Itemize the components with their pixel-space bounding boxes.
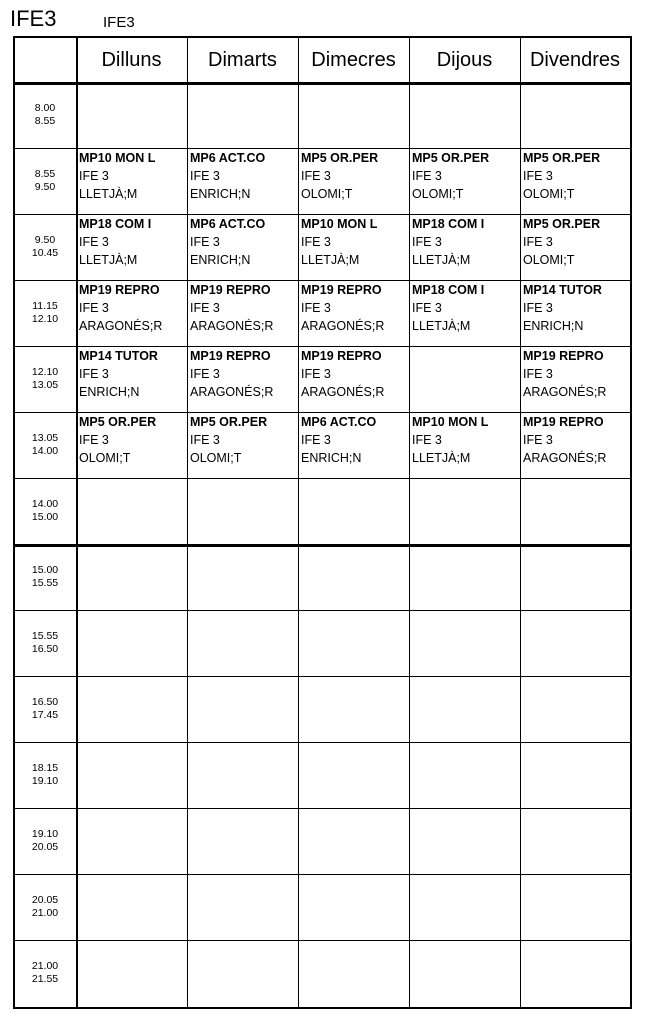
- schedule-cell[interactable]: [299, 941, 409, 1004]
- time-end: 20.05: [31, 841, 59, 853]
- class-group: IFE 3: [412, 235, 442, 249]
- schedule-cell[interactable]: [299, 215, 409, 278]
- time-slot-label: [15, 82, 75, 148]
- class-group: IFE 3: [301, 169, 331, 183]
- class-subject: MP14 TUTOR: [523, 283, 602, 297]
- schedule-cell[interactable]: [299, 809, 409, 872]
- class-subject: MP19 REPRO: [79, 283, 160, 297]
- schedule-cell[interactable]: [299, 545, 409, 608]
- class-subject: MP10 MON L: [412, 415, 489, 429]
- class-subject: MP6 ACT.CO: [301, 415, 377, 429]
- class-teacher: ARAGONÉS;R: [523, 451, 607, 465]
- schedule-cell[interactable]: [521, 677, 630, 740]
- schedule-cell[interactable]: [77, 677, 187, 740]
- page-title: IFE3: [10, 6, 57, 31]
- schedule-cell[interactable]: [410, 149, 520, 212]
- schedule-cell[interactable]: [188, 809, 298, 872]
- time-end: 17.45: [31, 709, 59, 721]
- schedule-cell[interactable]: [410, 83, 520, 146]
- time-slot-label: [15, 478, 75, 544]
- class-subject: MP5 OR.PER: [523, 151, 601, 165]
- time-slot-label: [15, 610, 75, 676]
- time-slot-label: [15, 940, 75, 1006]
- schedule-cell[interactable]: [299, 149, 409, 212]
- day-header: Dimarts: [208, 48, 277, 71]
- time-slot-label: [15, 148, 75, 214]
- class-teacher: ARAGONÉS;R: [301, 319, 385, 333]
- class-group: IFE 3: [79, 235, 109, 249]
- schedule-cell[interactable]: [188, 149, 298, 212]
- class-subject: MP19 REPRO: [190, 349, 271, 363]
- schedule-cell[interactable]: [410, 215, 520, 278]
- schedule-cell[interactable]: [410, 479, 520, 542]
- schedule-cell[interactable]: [299, 875, 409, 938]
- schedule-cell[interactable]: [410, 941, 520, 1004]
- class-teacher: ENRICH;N: [523, 319, 584, 333]
- class-teacher: OLOMI;T: [523, 187, 575, 201]
- class-group: IFE 3: [412, 433, 442, 447]
- time-slot-label: [15, 676, 75, 742]
- class-subject: MP19 REPRO: [190, 283, 271, 297]
- day-header: Dilluns: [101, 48, 162, 71]
- time-start: 18.15: [31, 762, 59, 774]
- class-subject: MP6 ACT.CO: [190, 217, 266, 231]
- schedule-cell[interactable]: [410, 875, 520, 938]
- time-end: 21.55: [31, 973, 59, 985]
- class-subject: MP10 MON L: [301, 217, 378, 231]
- time-start: 20.05: [31, 894, 59, 906]
- schedule-cell[interactable]: [521, 545, 630, 608]
- class-teacher: LLETJÀ;M: [412, 451, 471, 465]
- schedule-cell[interactable]: [188, 281, 298, 344]
- time-slot-label: [15, 280, 75, 346]
- schedule-cell[interactable]: [521, 281, 630, 344]
- schedule-cell[interactable]: [410, 809, 520, 872]
- time-end: 19.10: [31, 775, 59, 787]
- class-group: IFE 3: [523, 433, 553, 447]
- schedule-cell[interactable]: [188, 83, 298, 146]
- class-group: IFE 3: [79, 169, 109, 183]
- class-group: IFE 3: [190, 301, 220, 315]
- schedule-cell[interactable]: [521, 215, 630, 278]
- schedule-cell[interactable]: [521, 83, 630, 146]
- schedule-cell[interactable]: [410, 281, 520, 344]
- class-subject: MP19 REPRO: [523, 349, 604, 363]
- time-end: 14.00: [31, 445, 59, 457]
- schedule-cell[interactable]: [77, 347, 187, 410]
- class-teacher: LLETJÀ;M: [79, 187, 138, 201]
- class-group: IFE 3: [301, 235, 331, 249]
- class-teacher: LLETJÀ;M: [412, 253, 471, 267]
- time-slot-label: [15, 214, 75, 280]
- schedule-cell[interactable]: [521, 413, 630, 476]
- time-start: 13.05: [31, 432, 59, 444]
- time-start: 8.55: [34, 168, 56, 180]
- time-start: 14.00: [31, 498, 59, 510]
- class-subject: MP18 COM I: [412, 217, 485, 231]
- class-group: IFE 3: [301, 367, 331, 381]
- schedule-cell[interactable]: [299, 743, 409, 806]
- class-group: IFE 3: [301, 301, 331, 315]
- class-subject: MP19 REPRO: [523, 415, 604, 429]
- class-teacher: OLOMI;T: [301, 187, 353, 201]
- time-end: 16.50: [31, 643, 59, 655]
- schedule-cell[interactable]: [77, 875, 187, 938]
- class-subject: MP5 OR.PER: [301, 151, 379, 165]
- schedule-cell[interactable]: [299, 611, 409, 674]
- class-group: IFE 3: [301, 433, 331, 447]
- class-group: IFE 3: [412, 169, 442, 183]
- schedule-cell[interactable]: [299, 479, 409, 542]
- schedule-cell[interactable]: [521, 743, 630, 806]
- schedule-cell[interactable]: [77, 545, 187, 608]
- time-start: 11.15: [32, 300, 58, 312]
- time-end: 15.55: [31, 577, 59, 589]
- class-group: IFE 3: [412, 301, 442, 315]
- time-end: 21.00: [31, 907, 59, 919]
- class-group: IFE 3: [190, 235, 220, 249]
- class-group: IFE 3: [190, 433, 220, 447]
- time-start: 16.50: [31, 696, 59, 708]
- schedule-cell[interactable]: [299, 413, 409, 476]
- time-end: 12.10: [31, 313, 59, 325]
- schedule-cell[interactable]: [77, 611, 187, 674]
- schedule-cell[interactable]: [521, 149, 630, 212]
- time-slot-label: [15, 742, 75, 808]
- schedule-cell[interactable]: [410, 347, 520, 410]
- time-start: 15.00: [31, 564, 59, 576]
- time-start: 21.00: [31, 960, 59, 972]
- class-teacher: ARAGONÉS;R: [190, 319, 274, 333]
- class-teacher: ARAGONÉS;R: [301, 385, 385, 399]
- class-subject: MP5 OR.PER: [412, 151, 490, 165]
- schedule-cell[interactable]: [521, 875, 630, 938]
- schedule-cell[interactable]: [77, 941, 187, 1004]
- class-subject: MP5 OR.PER: [79, 415, 157, 429]
- day-header: Divendres: [529, 48, 621, 71]
- schedule-cell[interactable]: [299, 347, 409, 410]
- class-subject: MP19 REPRO: [301, 349, 382, 363]
- schedule-cell[interactable]: [299, 83, 409, 146]
- class-teacher: ENRICH;N: [190, 253, 251, 267]
- time-end: 9.50: [34, 181, 56, 193]
- schedule-cell[interactable]: [188, 875, 298, 938]
- day-header: Dimecres: [311, 48, 396, 71]
- schedule-cell[interactable]: [521, 479, 630, 542]
- schedule-cell[interactable]: [410, 545, 520, 608]
- class-group: IFE 3: [523, 367, 553, 381]
- schedule-cell[interactable]: [299, 281, 409, 344]
- schedule-cell[interactable]: [521, 809, 630, 872]
- class-group: IFE 3: [523, 301, 553, 315]
- time-start: 12.10: [31, 366, 59, 378]
- class-teacher: ENRICH;N: [301, 451, 362, 465]
- schedule-cell[interactable]: [521, 611, 630, 674]
- class-teacher: OLOMI;T: [79, 451, 131, 465]
- time-slot-label: [15, 544, 75, 610]
- class-group: IFE 3: [523, 235, 553, 249]
- class-subject: MP10 MON L: [79, 151, 156, 165]
- class-teacher: ARAGONÉS;R: [79, 319, 163, 333]
- class-teacher: ENRICH;N: [79, 385, 140, 399]
- time-slot-label: [15, 874, 75, 940]
- class-teacher: ARAGONÉS;R: [523, 385, 607, 399]
- class-teacher: LLETJÀ;M: [301, 253, 360, 267]
- class-group: IFE 3: [79, 433, 109, 447]
- class-group: IFE 3: [79, 367, 109, 381]
- time-end: 10.45: [31, 247, 59, 259]
- schedule-cell[interactable]: [188, 941, 298, 1004]
- schedule-cell[interactable]: [77, 215, 187, 278]
- schedule-cell[interactable]: [188, 677, 298, 740]
- class-teacher: ARAGONÉS;R: [190, 385, 274, 399]
- class-group: IFE 3: [190, 169, 220, 183]
- class-subject: MP18 COM I: [79, 217, 152, 231]
- schedule-cell[interactable]: [77, 479, 187, 542]
- class-teacher: OLOMI;T: [412, 187, 464, 201]
- time-end: 8.55: [34, 115, 56, 127]
- class-subject: MP18 COM I: [412, 283, 485, 297]
- class-group: IFE 3: [190, 367, 220, 381]
- time-slot-label: [15, 346, 75, 412]
- timetable-grid: [13, 36, 632, 1009]
- schedule-cell[interactable]: [521, 347, 630, 410]
- class-subject: MP6 ACT.CO: [190, 151, 266, 165]
- time-start: 15.55: [31, 630, 59, 642]
- schedule-cell[interactable]: [188, 215, 298, 278]
- schedule-cell[interactable]: [188, 611, 298, 674]
- day-header: Dijous: [436, 48, 493, 71]
- time-slot-label: [15, 808, 75, 874]
- page-subtitle: IFE3: [103, 14, 135, 31]
- class-teacher: OLOMI;T: [523, 253, 575, 267]
- class-subject: MP5 OR.PER: [190, 415, 268, 429]
- schedule-cell[interactable]: [410, 611, 520, 674]
- time-start: 19.10: [31, 828, 59, 840]
- time-end: 13.05: [31, 379, 59, 391]
- schedule-cell[interactable]: [299, 677, 409, 740]
- schedule-cell[interactable]: [188, 545, 298, 608]
- time-start: 8.00: [34, 102, 56, 114]
- class-teacher: OLOMI;T: [190, 451, 242, 465]
- class-subject: MP19 REPRO: [301, 283, 382, 297]
- time-end: 15.00: [31, 511, 59, 523]
- schedule-cell[interactable]: [188, 479, 298, 542]
- class-teacher: LLETJÀ;M: [412, 319, 471, 333]
- class-teacher: LLETJÀ;M: [79, 253, 138, 267]
- class-subject: MP5 OR.PER: [523, 217, 601, 231]
- schedule-cell[interactable]: [410, 743, 520, 806]
- schedule-cell[interactable]: [77, 149, 187, 212]
- time-start: 9.50: [34, 234, 56, 246]
- schedule-cell[interactable]: [77, 809, 187, 872]
- schedule-cell[interactable]: [410, 413, 520, 476]
- schedule-cell[interactable]: [188, 743, 298, 806]
- schedule-cell[interactable]: [77, 281, 187, 344]
- schedule-cell[interactable]: [77, 413, 187, 476]
- time-slot-label: [15, 412, 75, 478]
- class-teacher: ENRICH;N: [190, 187, 251, 201]
- schedule-cell[interactable]: [77, 83, 187, 146]
- class-group: IFE 3: [523, 169, 553, 183]
- class-group: IFE 3: [79, 301, 109, 315]
- class-subject: MP14 TUTOR: [79, 349, 158, 363]
- schedule-cell[interactable]: [410, 677, 520, 740]
- schedule-cell[interactable]: [521, 941, 630, 1004]
- schedule-cell[interactable]: [77, 743, 187, 806]
- schedule-cell[interactable]: [188, 347, 298, 410]
- schedule-cell[interactable]: [188, 413, 298, 476]
